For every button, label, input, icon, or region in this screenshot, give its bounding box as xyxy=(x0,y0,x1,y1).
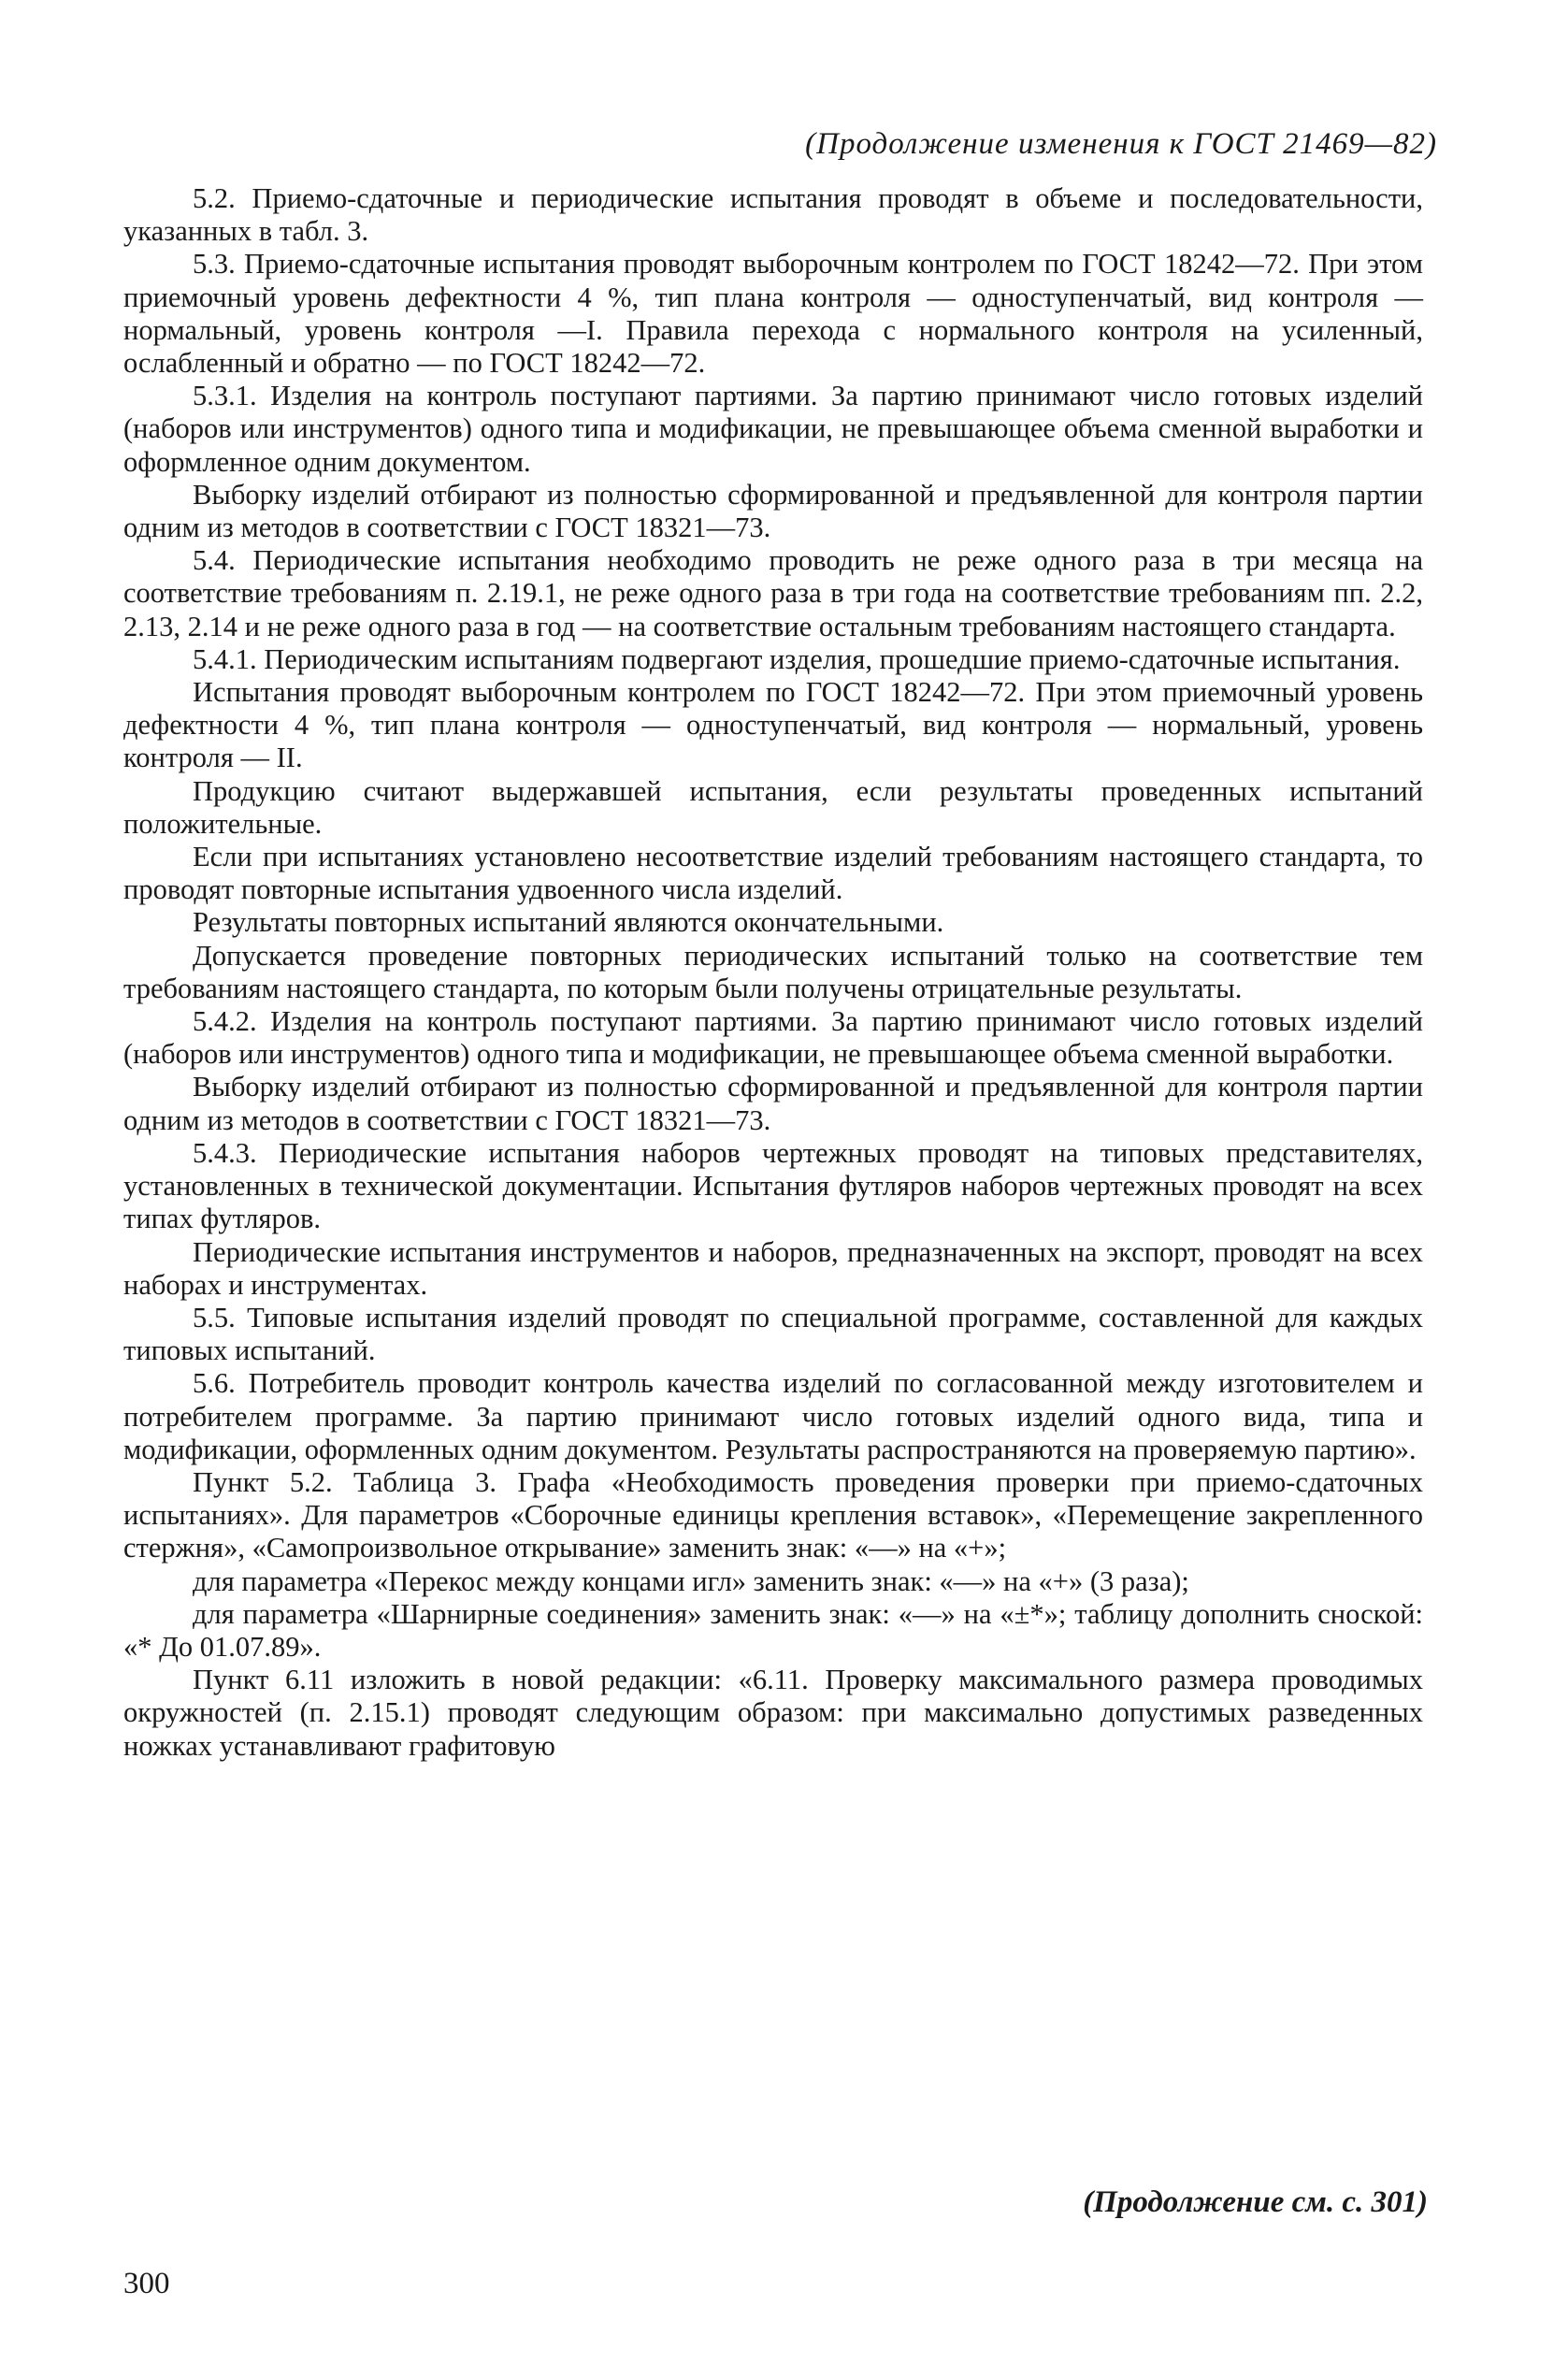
paragraph-5-5: 5.5. Типовые испытания изделий проводят по специальной программе, составленной для каждых типовых испытаний. xyxy=(123,1301,1423,1367)
paragraph-5-6: 5.6. Потребитель проводит контроль качества изделий по согласованной между изготовителем и потребителем программе. За партию принимают число готовых изделий одного вида, типа и модификации, оформленных одним документом. Результаты распространяются на проверяемую партию». xyxy=(123,1367,1423,1465)
paragraph-5-4-2: 5.4.2. Изделия на контроль поступают партиями. За партию принимают число готовых изделий (наборов или инструментов) одного типа и модификации, не превышающее объема сменной выработки. xyxy=(123,1005,1423,1071)
continuation-note: (Продолжение см. с. 301) xyxy=(1083,2185,1428,2219)
running-header: (Продолжение изменения к ГОСТ 21469—82) xyxy=(805,127,1437,161)
paragraph-sampling-1: Выборку изделий отбирают из полностью сформированной и предъявленной для контроля партии одним из методов в соответствии с ГОСТ 18321—73. xyxy=(123,478,1423,544)
paragraph-5-4-3: 5.4.3. Периодические испытания наборов чертежных проводят на типовых представителях, установленных в технической документации. Испытания футляров наборов чертежных проводят на всех типах футляров. xyxy=(123,1136,1423,1235)
paragraph-5-3-1: 5.3.1. Изделия на контроль поступают партиями. За партию принимают число готовых изделий (наборов или инструментов) одного типа и модификации, не превышающее объема сменной выработки и оформленное одним документом. xyxy=(123,380,1423,478)
paragraph-testing-control: Испытания проводят выборочным контролем по ГОСТ 18242—72. При этом приемочный уровень дефектности 4 %, тип плана контроля — одноступенчатый, вид контроля — нормальный, уровень контроля — II. xyxy=(123,676,1423,774)
paragraph-final-results: Результаты повторных испытаний являются окончательными. xyxy=(193,906,944,939)
body-text xyxy=(123,182,1423,1763)
paragraph-6-11: Пункт 6.11 изложить в новой редакции: «6.11. Проверку максимального размера проводимых окружностей (п. 2.15.1) проводят следующим образом: при максимально допустимых разведенных ножках устанавливают графитовую xyxy=(123,1664,1423,1762)
paragraph-5-4-1: 5.4.1. Периодическим испытаниям подвергают изделия, прошедшие приемо-сдаточные испытания. xyxy=(193,642,1401,675)
paragraph-needle-skew: для параметра «Перекос между концами игл» заменить знак: «—» на «+» (3 раза); xyxy=(193,1564,1189,1597)
paragraph-5-3: 5.3. Приемо-сдаточные испытания проводят выборочным контролем по ГОСТ 18242—72. При этом приемочный уровень дефектности 4 %, тип плана контроля — одноступенчатый, вид контроля — нормальный, уровень контроля —I. Правила перехода с нормального контроля на усиленный, ослабленный и обратно — по ГОСТ 18242—72. xyxy=(123,248,1423,380)
page-number: 300 xyxy=(123,2267,170,2300)
paragraph-product-accepted: Продукцию считают выдержавшей испытания, если результаты проведенных испытаний положительные. xyxy=(123,774,1423,840)
paragraph-repeat-periodic: Допускается проведение повторных периодических испытаний только на соответствие тем требованиям настоящего стандарта, по которым были получены отрицательные результаты. xyxy=(123,939,1423,1004)
paragraph-export-tests: Периодические испытания инструментов и наборов, предназначенных на экспорт, проводят на всех наборах и инструментах. xyxy=(123,1235,1423,1301)
paragraph-sampling-2: Выборку изделий отбирают из полностью сформированной и предъявленной для контроля партии одним из методов в соответствии с ГОСТ 18321—73. xyxy=(123,1071,1423,1136)
paragraph-hinge-joints: для параметра «Шарнирные соединения» заменить знак: «—» на «±*»; таблицу дополнить сноской: «* До 01.07.89». xyxy=(123,1597,1423,1663)
paragraph-5-2: 5.2. Приемо-сдаточные и периодические испытания проводят в объеме и последовательности, указанных в табл. 3. xyxy=(123,182,1423,248)
paragraph-table-3-change: Пункт 5.2. Таблица 3. Графа «Необходимость проведения проверки при приемо-сдаточных испытаниях». Для параметров «Сборочные единицы крепления вставок», «Перемещение закрепленного стержня», «Самопроизвольное открывание» заменить знак: «—» на «+»; xyxy=(123,1465,1423,1564)
paragraph-5-4: 5.4. Периодические испытания необходимо проводить не реже одного раза в три месяца на соответствие требованиям п. 2.19.1, не реже одного раза в три года на соответствие требованиям пп. 2.2, 2.13, 2.14 и не реже одного раза в год — на соответствие остальным требованиям настоящего стандарта. xyxy=(123,544,1423,642)
paragraph-repeat-tests: Если при испытаниях установлено несоответствие изделий требованиям настоящего стандарта, то проводят повторные испытания удвоенного числа изделий. xyxy=(123,841,1423,906)
